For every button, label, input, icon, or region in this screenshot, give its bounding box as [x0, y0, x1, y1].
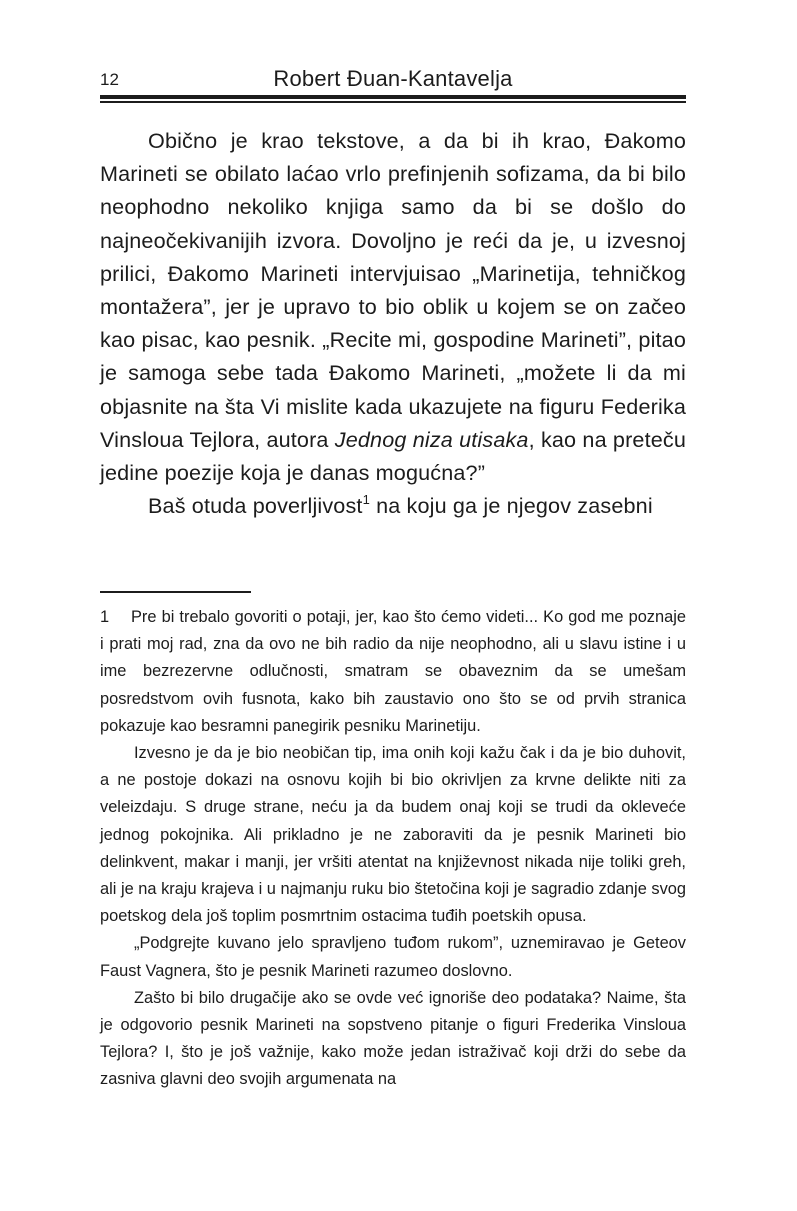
footnote-paragraph: Zašto bi bilo drugačije ako se ovde već ignoriše deo podataka? Naime, šta je odgovorio pesnik Marineti na sopstveno pitanje o figuri Frederika Vinsloua Tejlora? I, što je još važnije, kako može jedan istraživač koji drži do sebe da zasniva glavni deo svojih argumenata na [100, 988, 686, 1089]
footnote-text: Pre bi trebalo govoriti o potaji, jer, kao što ćemo videti... Ko god me poznaje i prati moj rad, zna da ovo ne bih radio da nije neophodno, ali u slavu istine i u ime bezrezervne odlučnosti, smatram se obaveznim da se umešam posredstvom ovih fusnota, kako bih zaustavio ono što se od prvih stranica pokazuje kao besramni panegirik pesniku Marinetiju. [100, 608, 686, 735]
book-title-italic: Jednog niza utisaka [334, 426, 529, 452]
body-text: , kao na preteču jedine poezije koja je danas mogućna?” [100, 426, 687, 486]
running-header [100, 66, 686, 96]
header-rule-thick [100, 95, 686, 99]
footnote-number: 1 [100, 608, 110, 626]
body-paragraph [100, 489, 686, 522]
footnote-paragraph: Izvesno je da je bio neobičan tip, ima onih koji kažu čak i da je bio duhovit, a ne postoje dokazi na osnovu kojih bi bio okrivljen za krvne delikte niti za veleizdaju. S druge strane, neću ja da budem onaj koji se trudi da okleveće jednog pokojnika. Ali prikladno je ne zaboraviti da je pesnik Marineti bio delinkvent, makar i manji, jer vršiti atentat na književnost nikada nije toliki greh, ali je na kraju krajeva i u najmanju ruku bio štetočina koji je sagradio zdanje svog poetskog dela još toplim posmrtnim ostacima tuđih poetskih opusa. [100, 744, 686, 926]
body-paragraph [100, 124, 686, 489]
running-title: Robert Đuan-Kantavelja [273, 66, 513, 91]
footnote-reference[interactable]: 1 [362, 492, 370, 508]
footnote-paragraph: „Podgrejte kuvano jelo spravljeno tuđom rukom”, uznemiravao je Geteov Faust Vagnera, što je pesnik Marineti razumeo doslovno. [100, 934, 686, 980]
page-number: 12 [100, 70, 119, 89]
body-text: na koju ga je njegov zasebni [369, 493, 653, 519]
body-text: Obično je krao tekstove, a da bi ih krao, Đakomo Marineti se obilato laćao vrlo prefinjenih sofizama, da bi bilo neophodno nekoliko knjiga samo da bi se došlo do najneočekivanijih izvora. Dovoljno je reći da je, u izvesnoj prilici, Đakomo Marineti intervjuisao „Marinetija, tehničkog montažera”, jer je upravo to bio oblik u kojem se on začeo kao pisac, kao pesnik. „Recite mi, gospodine Marineti”, pitao je samoga sebe tada Đakomo Marineti, „možete li da mi objasnite na šta Vi mislite kada ukazujete na figuru Federika Vinsloua Tejlora, autora [100, 128, 686, 452]
main-text [100, 124, 686, 522]
footnote-separator [100, 591, 251, 593]
body-text: Baš otuda poverljivost [148, 493, 363, 519]
header-rule-thin [100, 101, 686, 103]
footnote-paragraph [100, 604, 686, 740]
footnotes [100, 604, 686, 1094]
